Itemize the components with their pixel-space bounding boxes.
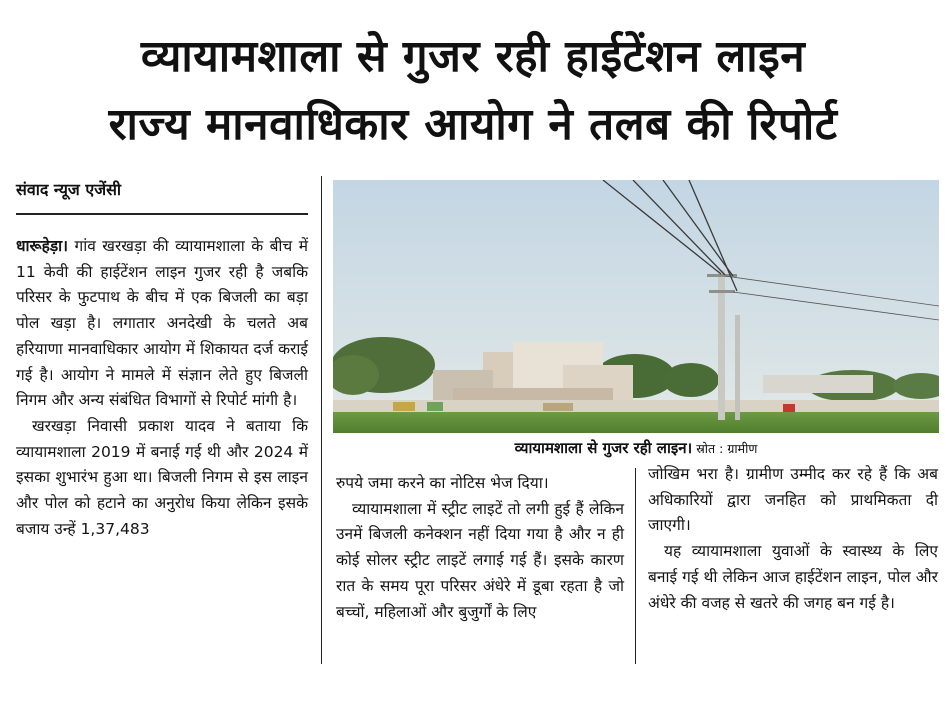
article-column-2 <box>336 471 624 625</box>
article-paragraph-3: रुपये जमा करने का नोटिस भेज दिया। <box>336 474 549 492</box>
news-photo <box>333 180 939 433</box>
headline-line-1: व्यायामशाला से गुजर रही हाईटेंशन लाइन <box>140 31 806 82</box>
column-rule-1 <box>321 176 322 664</box>
dateline: धारूहेड़ा। <box>16 237 69 255</box>
headline-line-2: राज्य मानवाधिकार आयोग ने तलब की रिपोर्ट <box>108 99 838 150</box>
byline: संवाद न्यूज एजेंसी <box>16 180 122 199</box>
gymnasium-photo-illustration <box>333 180 939 433</box>
article-paragraph-5: जोखिम भरा है। ग्रामीण उम्मीद कर रहे हैं कि अब अधिकारियों द्वारा जनहित को प्राथमिकता दी जाएगी। <box>648 465 938 535</box>
photo-caption <box>333 433 939 463</box>
article-paragraph-2: खरखड़ा निवासी प्रकाश यादव ने बताया कि व्यायामशाला 2019 में बनाई गई थी और 2024 में इसका शुभारंभ हुआ था। बिजली निगम से इस लाइन और पोल को हटाने का अनुरोध किया लेकिन इसके बजाय उन्हें 1,37,483 <box>16 416 308 538</box>
photo-source-credit: स्रोत : ग्रामीण <box>696 441 758 456</box>
column-rule-2 <box>635 468 636 664</box>
byline-rule <box>16 213 308 215</box>
article-paragraph-1-text: गांव खरखड़ा की व्यायामशाला के बीच में 11 केवी की हाईटेंशन लाइन गुजर रही है जबकि परिसर के फुटपाथ के बीच में एक बिजली का बड़ा पोल खड़ा है। लगातार अनदेखी के चलते अब हरियाणा मानवाधिकार आयोग में शिकायत दर्ज कराई गई है। आयोग ने मामले में संज्ञान लेते हुए बिजली निगम और अन्य संबंधित विभागों से रिपोर्ट मांगी है। <box>16 237 308 410</box>
article-column-1 <box>16 234 308 542</box>
article-paragraph-4: व्यायामशाला में स्ट्रीट लाइटें तो लगी हुई हैं लेकिन उनमें बिजली कनेक्शन नहीं दिया गया है और न ही कोई सोलर स्ट्रीट लाइटें लगाई गई हैं। इसके कारण रात के समय पूरा परिसर अंधेरे में डूबा रहता है जो बच्चों, महिलाओं और बुजुर्गों के लिए <box>336 499 624 621</box>
article-paragraph-1 <box>16 234 308 414</box>
article-paragraph-6: यह व्यायामशाला युवाओं के स्वास्थ्य के लिए बनाई गई थी लेकिन आज हाईटेंशन लाइन, पोल और अंधेरे की वजह से खतरे की जगह बन गई है। <box>648 542 938 612</box>
article-column-3 <box>648 462 938 616</box>
photo-caption-text: व्यायामशाला से गुजर रही लाइन। <box>514 439 693 457</box>
